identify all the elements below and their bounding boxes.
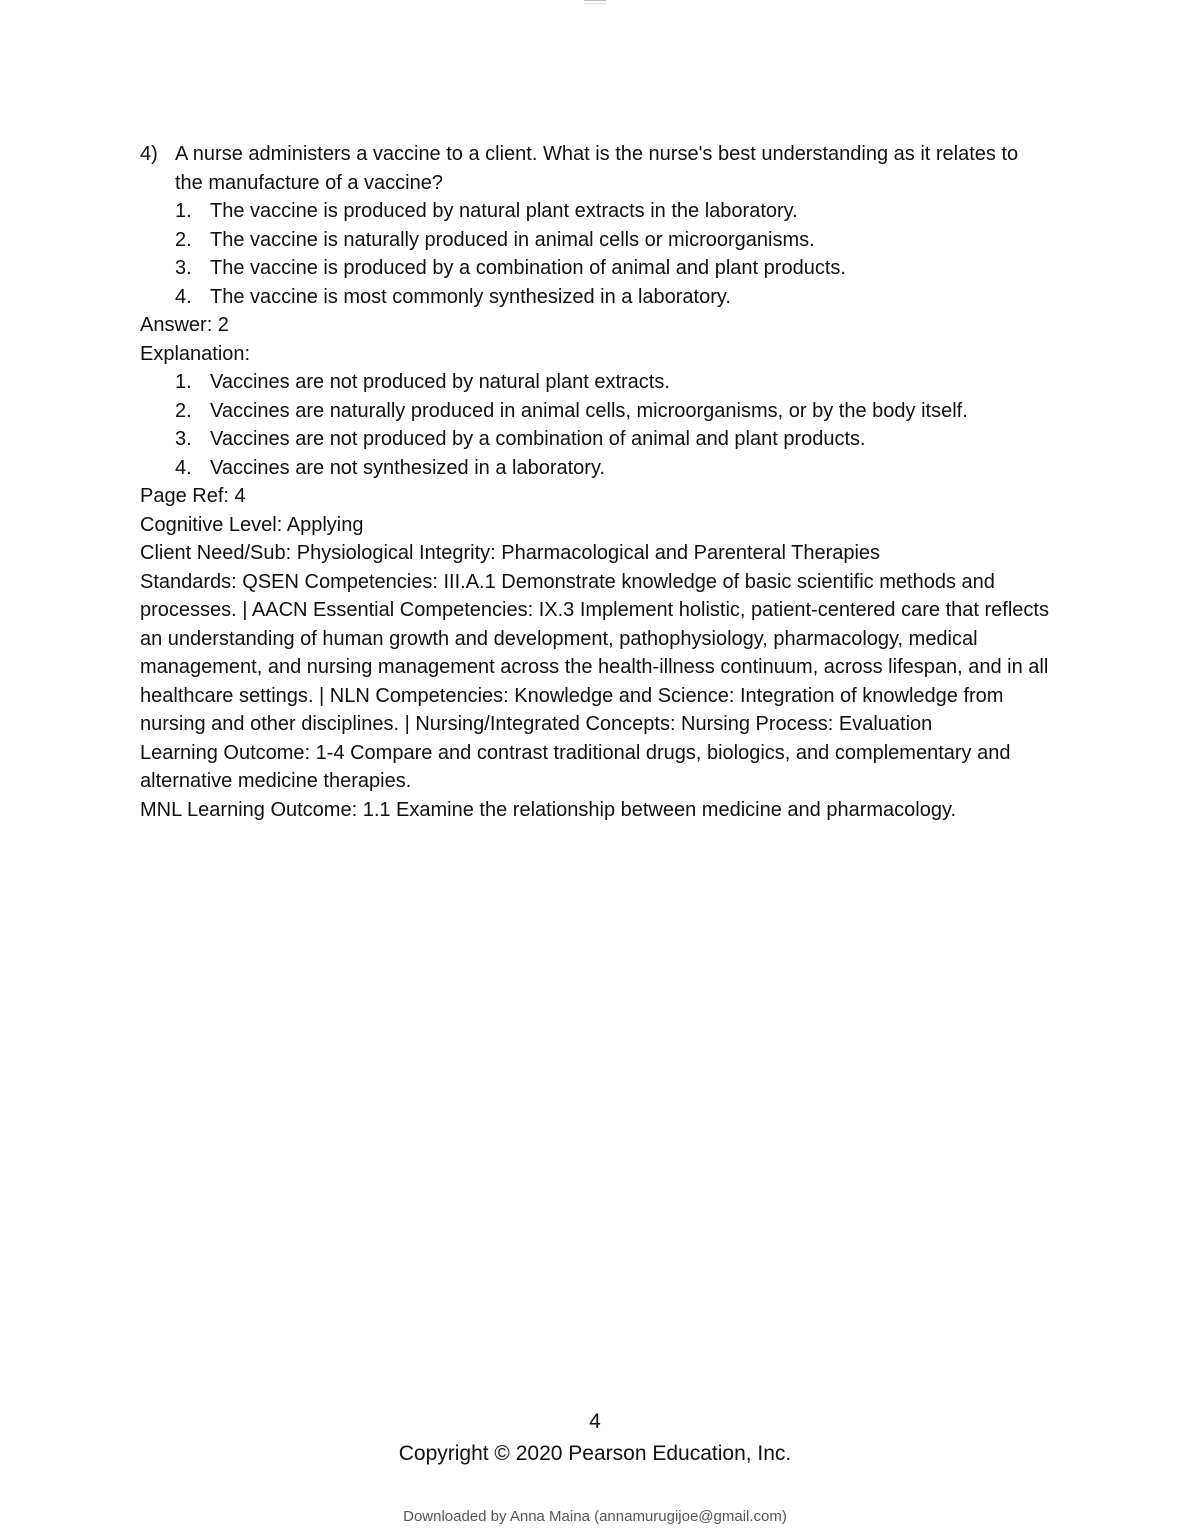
learning-outcome: Learning Outcome: 1-4 Compare and contrast traditional drugs, biologics, and complementary and alternative medicine therapies. [140, 741, 1011, 792]
page-number: 4 [589, 1410, 601, 1433]
question-text: A nurse administers a vaccine to a client. What is the nurse's best understanding as it relates to the manufacture of a vaccine? [175, 143, 1019, 194]
option-number: 2. [175, 228, 192, 251]
mnl-learning-outcome: MNL Learning Outcome: 1.1 Examine the relationship between medicine and pharmacology. [140, 798, 957, 821]
option-text: The vaccine is produced by natural plant extracts in the laboratory. [210, 200, 798, 222]
explanation-text: Vaccines are not produced by a combination of animal and plant products. [210, 428, 866, 450]
download-notice: Downloaded by Anna Maina (annamurugijoe@gmail.com) [403, 1508, 787, 1525]
question-stem [140, 140, 1050, 197]
cognitive-level: Cognitive Level: Applying [140, 513, 364, 536]
option-item [140, 283, 1050, 312]
option-number: 1. [175, 200, 192, 222]
option-text: The vaccine is most commonly synthesized in a laboratory. [210, 285, 731, 308]
explanation-list [140, 368, 1050, 482]
option-item [140, 197, 1050, 226]
answer-options [140, 197, 1050, 311]
explanation-number: 2. [175, 399, 192, 422]
explanation-item [140, 454, 1050, 483]
explanation-text: Vaccines are not produced by natural plant extracts. [210, 371, 670, 393]
copyright: Copyright © 2020 Pearson Education, Inc. [398, 1442, 792, 1465]
option-text: The vaccine is naturally produced in animal cells or microorganisms. [210, 228, 815, 251]
question-block [140, 140, 1050, 824]
option-item [140, 254, 1050, 283]
client-need: Client Need/Sub: Physiological Integrity: Pharmacological and Parenteral Therapies [140, 542, 881, 564]
answer-line: Answer: 2 [140, 314, 229, 336]
header-mark [584, 0, 606, 4]
option-number: 3. [175, 257, 192, 279]
explanation-item [140, 368, 1050, 397]
standards: Standards: QSEN Competencies: III.A.1 Demonstrate knowledge of basic scientific methods and processes. | AACN Essential Competencies: IX.3 Implement holistic, patient-centered care that reflects an understanding of human growth and development, pathophysiology, pharmacology, medical management, and nursing management across the health-illness continuum, across lifespan, and in all healthcare settings. | NLN Competencies: Knowledge and Science: Integration of knowledge from nursing and other disciplines. | Nursing/Integrated Concepts: Nursing Process: Evaluation [140, 570, 1049, 735]
explanation-text: Vaccines are naturally produced in animal cells, microorganisms, or by the body itself. [210, 399, 968, 422]
explanation-item [140, 397, 1050, 426]
page-ref: Page Ref: 4 [140, 485, 246, 507]
option-text: The vaccine is produced by a combination of animal and plant products. [210, 257, 846, 279]
explanation-item [140, 425, 1050, 454]
explanation-number: 3. [175, 428, 192, 450]
option-number: 4. [175, 285, 192, 308]
option-item [140, 226, 1050, 255]
explanation-number: 1. [175, 371, 192, 393]
explanation-text: Vaccines are not synthesized in a laboratory. [210, 456, 606, 479]
explanation-label: Explanation: [140, 342, 251, 365]
explanation-number: 4. [175, 456, 192, 479]
question-number: 4) [140, 143, 158, 165]
